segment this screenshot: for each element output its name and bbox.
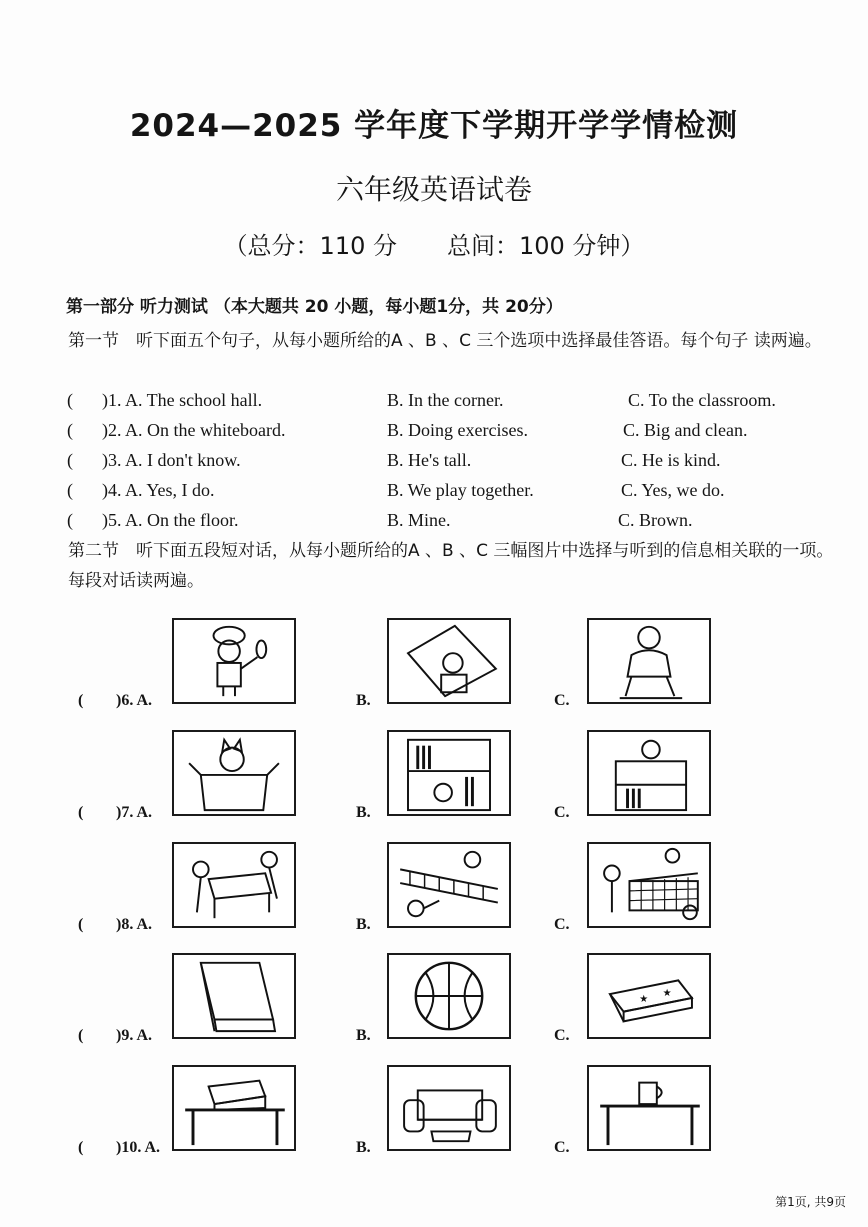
- option-label-c: C.: [554, 804, 570, 821]
- option-label-a: )10. A.: [116, 1139, 160, 1156]
- answer-paren: (: [67, 450, 73, 470]
- exam-meta: [0, 226, 868, 261]
- answer-paren: (: [78, 916, 84, 933]
- answer-paren: (: [78, 1027, 84, 1044]
- answer-paren: (: [78, 692, 84, 709]
- option-label-b: B.: [356, 1139, 371, 1156]
- option-label-b: B.: [356, 1027, 371, 1044]
- option-b: B. He's tall.: [387, 450, 472, 470]
- box-under-sofa-icon: [387, 1065, 511, 1151]
- part1-heading: 第一部分 听力测试 （本大题共 20 小题，每小题1分，共 20分）: [66, 297, 563, 317]
- cat-under-shelf-icon: [387, 730, 511, 816]
- option-label-c: C.: [554, 1027, 570, 1044]
- cat-in-box-icon: [172, 730, 296, 816]
- cat-on-shelf-icon: [587, 730, 711, 816]
- option-b: B. We play together.: [387, 480, 534, 500]
- total-score: （总分：110 分: [223, 232, 397, 260]
- box-on-table-icon: [172, 1065, 296, 1151]
- sitting-man-icon: [587, 618, 711, 704]
- option-a: )2. A. On the whiteboard.: [102, 420, 286, 440]
- option-c: C. To the classroom.: [628, 390, 776, 410]
- total-time: 总间：100 分钟）: [447, 232, 645, 260]
- answer-paren: (: [67, 510, 73, 530]
- book-icon: [172, 953, 296, 1039]
- option-a: )4. A. Yes, I do.: [102, 480, 215, 500]
- option-c: C. Big and clean.: [623, 420, 748, 440]
- option-label-b: B.: [356, 916, 371, 933]
- page-number: 第1页, 共9页: [775, 1195, 846, 1209]
- exam-title: 2024—2025 学年度下学期开学学情检测: [129, 108, 739, 144]
- whiteboard-boy-icon: [387, 618, 511, 704]
- option-label-a: )7. A.: [116, 804, 152, 821]
- option-label-c: C.: [554, 916, 570, 933]
- option-b: B. Doing exercises.: [387, 420, 528, 440]
- section1-instruction: 第一节 听下面五个句子，从每小题所给的A 、B 、C 三个选项中选择最佳答语。每个句子 读两遍。: [68, 331, 822, 351]
- option-label-a: )9. A.: [116, 1027, 152, 1044]
- option-c: C. He is kind.: [621, 450, 721, 470]
- chef-icon: [172, 618, 296, 704]
- svg-text:★: ★: [639, 993, 648, 1005]
- answer-paren: (: [67, 480, 73, 500]
- answer-paren: (: [67, 420, 73, 440]
- option-c: C. Yes, we do.: [621, 480, 725, 500]
- option-b: B. In the corner.: [387, 390, 504, 410]
- exam-subtitle: 六年级英语试卷: [335, 173, 532, 206]
- option-label-b: B.: [356, 804, 371, 821]
- svg-text:★: ★: [662, 988, 672, 999]
- badminton-icon: [387, 842, 511, 928]
- option-a: )5. A. On the floor.: [102, 510, 239, 530]
- option-a: )1. A. The school hall.: [102, 390, 263, 410]
- option-c: C. Brown.: [618, 510, 693, 530]
- section2-instruction: 第二节 听下面五段短对话，从每小题所给的A 、B 、C 三幅图片中选择与听到的信息相关联的一项。每段对话读两遍。: [68, 541, 834, 591]
- option-label-c: C.: [554, 692, 570, 709]
- option-label-c: C.: [554, 1139, 570, 1156]
- answer-paren: (: [78, 804, 84, 821]
- pencil-box-icon: [587, 953, 711, 1039]
- option-label-b: B.: [356, 692, 371, 709]
- option-label-a: )6. A.: [116, 692, 152, 709]
- option-label-a: )8. A.: [116, 916, 152, 933]
- volleyball-icon: [587, 842, 711, 928]
- option-b: B. Mine.: [387, 510, 451, 530]
- ping-pong-icon: [172, 842, 296, 928]
- option-a: )3. A. I don't know.: [102, 450, 241, 470]
- answer-paren: (: [67, 390, 73, 410]
- cup-on-table-icon: [587, 1065, 711, 1151]
- basketball-icon: [387, 953, 511, 1039]
- answer-paren: (: [78, 1139, 84, 1156]
